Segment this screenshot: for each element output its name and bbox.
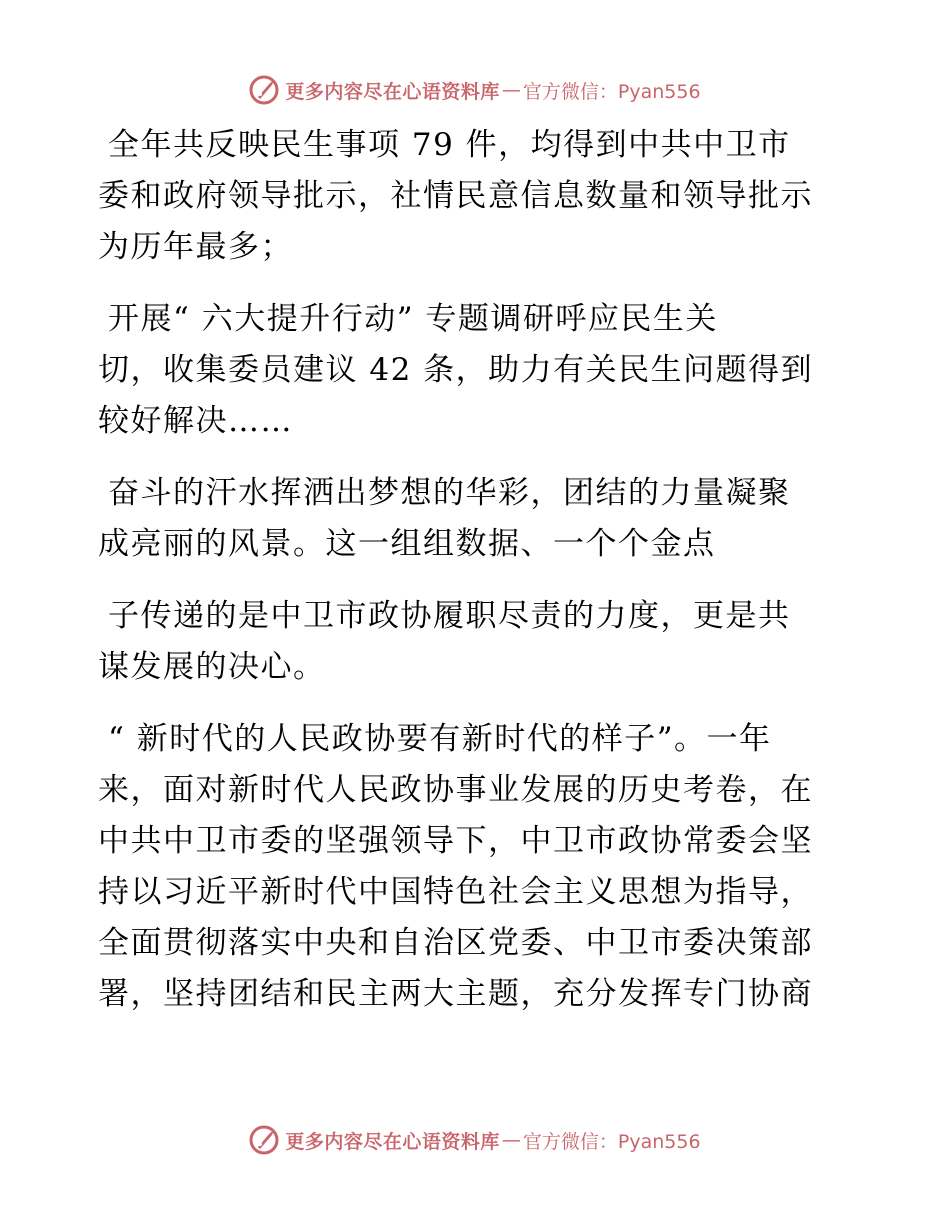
banner-dash: — xyxy=(501,1129,521,1151)
banner-dash: — xyxy=(501,79,521,101)
text-line: 来，面对新时代人民政协事业发展的历史考卷，在 xyxy=(98,772,813,808)
text-line: 持以习近平新时代中国特色社会主义思想为指导， xyxy=(98,874,813,910)
text-line: 全年共反映民生事项 79 件，均得到中共中卫市 xyxy=(108,127,791,163)
text-line: 全面贯彻落实中央和自治区党委、中卫市委决策部 xyxy=(98,925,813,961)
header-banner xyxy=(0,70,950,110)
text-line: 子传递的是中卫市政协履职尽责的力度，更是共 xyxy=(108,598,791,634)
banner-title: 更多内容尽在心语资料库 xyxy=(285,80,500,103)
banner-wechat: 官方微信：Pyan556 xyxy=(522,1130,701,1153)
quill-seal-icon xyxy=(249,75,279,105)
footer-banner xyxy=(0,1120,950,1160)
banner-wechat: 官方微信：Pyan556 xyxy=(522,80,701,103)
text-line: 成亮丽的风景。这一组组数据、一个个金点 xyxy=(98,526,716,562)
banner-title: 更多内容尽在心语资料库 xyxy=(285,1130,500,1153)
paragraph xyxy=(98,468,858,570)
text-line: 较好解决…… xyxy=(98,403,293,439)
paragraph xyxy=(98,714,858,1020)
text-line: 署，坚持团结和民主两大主题，充分发挥专门协商 xyxy=(98,976,813,1012)
text-line: 谋发展的决心。 xyxy=(98,649,326,685)
text-line: “ 新时代的人民政协要有新时代的样子”。一年 xyxy=(108,721,772,757)
text-line: 委和政府领导批示，社情民意信息数量和领导批示 xyxy=(98,178,813,214)
paragraph xyxy=(98,591,858,693)
document-body xyxy=(98,120,858,1020)
text-line: 为历年最多； xyxy=(98,229,293,265)
text-line: 奋斗的汗水挥洒出梦想的华彩，团结的力量凝聚 xyxy=(108,475,791,511)
paragraph xyxy=(98,120,858,273)
text-line: 中共中卫市委的坚强领导下，中卫市政协常委会坚 xyxy=(98,823,813,859)
text-line: 开展“ 六大提升行动” 专题调研呼应民生关 xyxy=(108,301,718,337)
paragraph xyxy=(98,294,858,447)
quill-seal-icon xyxy=(249,1125,279,1155)
text-line: 切，收集委员建议 42 条，助力有关民生问题得到 xyxy=(98,352,814,388)
